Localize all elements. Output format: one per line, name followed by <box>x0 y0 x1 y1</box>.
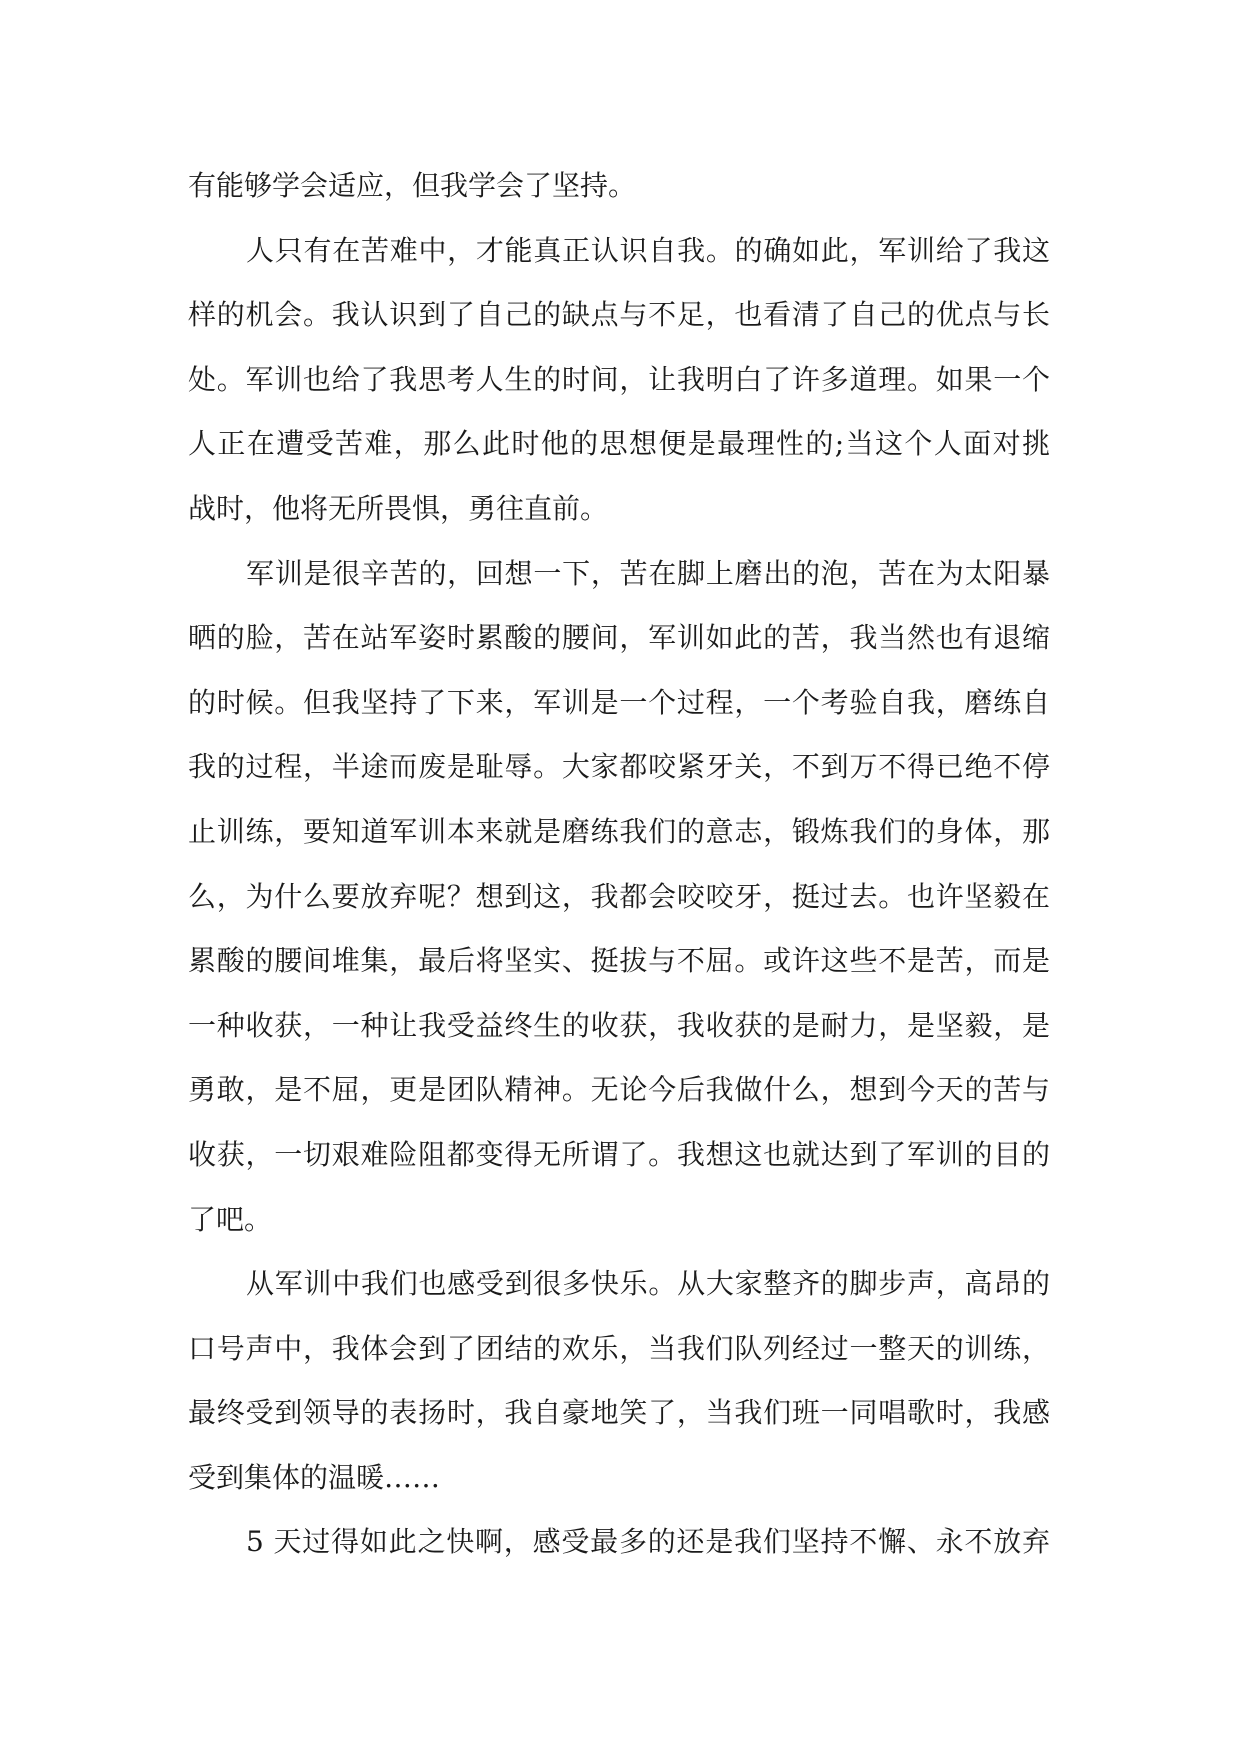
paragraph-first-line: 5 天过得如此之快啊，感受最多的还是我们坚持不懈、永不放弃 <box>246 1525 1050 1559</box>
text-line: 处。军训也给了我思考人生的时间，让我明白了许多道理。如果一个 <box>188 362 1050 396</box>
text-line: 累酸的腰间堆集，最后将坚实、挺拔与不屈。或许这些不是苦，而是 <box>188 944 1050 978</box>
text-line: 战时，他将无所畏惧，勇往直前。 <box>188 491 609 525</box>
text-line: 的时候。但我坚持了下来，军训是一个过程，一个考验自我，磨练自 <box>188 685 1050 719</box>
text-line: 收获，一切艰难险阻都变得无所谓了。我想这也就达到了军训的目的 <box>188 1137 1050 1171</box>
paragraph-first-line: 从军训中我们也感受到很多快乐。从大家整齐的脚步声，高昂的 <box>246 1267 1050 1301</box>
text-line: 受到集体的温暖…… <box>188 1460 441 1494</box>
text-line: 有能够学会适应，但我学会了坚持。 <box>188 169 637 202</box>
text-line: 了吧。 <box>188 1202 273 1236</box>
text-line: 晒的脸，苦在站军姿时累酸的腰间，军训如此的苦，我当然也有退缩 <box>188 621 1050 655</box>
text-line: 一种收获，一种让我受益终生的收获，我收获的是耐力，是坚毅，是 <box>188 1008 1050 1042</box>
text-line: 我的过程，半途而废是耻辱。大家都咬紧牙关，不到万不得已绝不停 <box>188 750 1050 784</box>
text-line: 么，为什么要放弃呢？想到这，我都会咬咬牙，挺过去。也许坚毅在 <box>188 879 1050 913</box>
text-line: 勇敢，是不屈，更是团队精神。无论今后我做什么，想到今天的苦与 <box>188 1073 1050 1107</box>
paragraph-first-line: 军训是很辛苦的，回想一下，苦在脚上磨出的泡，苦在为太阳暴 <box>246 556 1050 590</box>
paragraph-first-line: 人只有在苦难中，才能真正认识自我。的确如此，军训给了我这 <box>246 233 1050 267</box>
text-line: 口号声中，我体会到了团结的欢乐，当我们队列经过一整天的训练， <box>188 1331 1050 1365</box>
document-body <box>188 154 1050 1575</box>
text-line: 样的机会。我认识到了自己的缺点与不足，也看清了自己的优点与长 <box>188 298 1050 332</box>
text-line: 止训练，要知道军训本来就是磨练我们的意志，锻炼我们的身体，那 <box>188 814 1050 848</box>
text-line: 人正在遭受苦难，那么此时他的思想便是最理性的;当这个人面对挑 <box>188 427 1050 461</box>
text-line: 最终受到领导的表扬时，我自豪地笑了，当我们班一同唱歌时，我感 <box>188 1396 1050 1430</box>
